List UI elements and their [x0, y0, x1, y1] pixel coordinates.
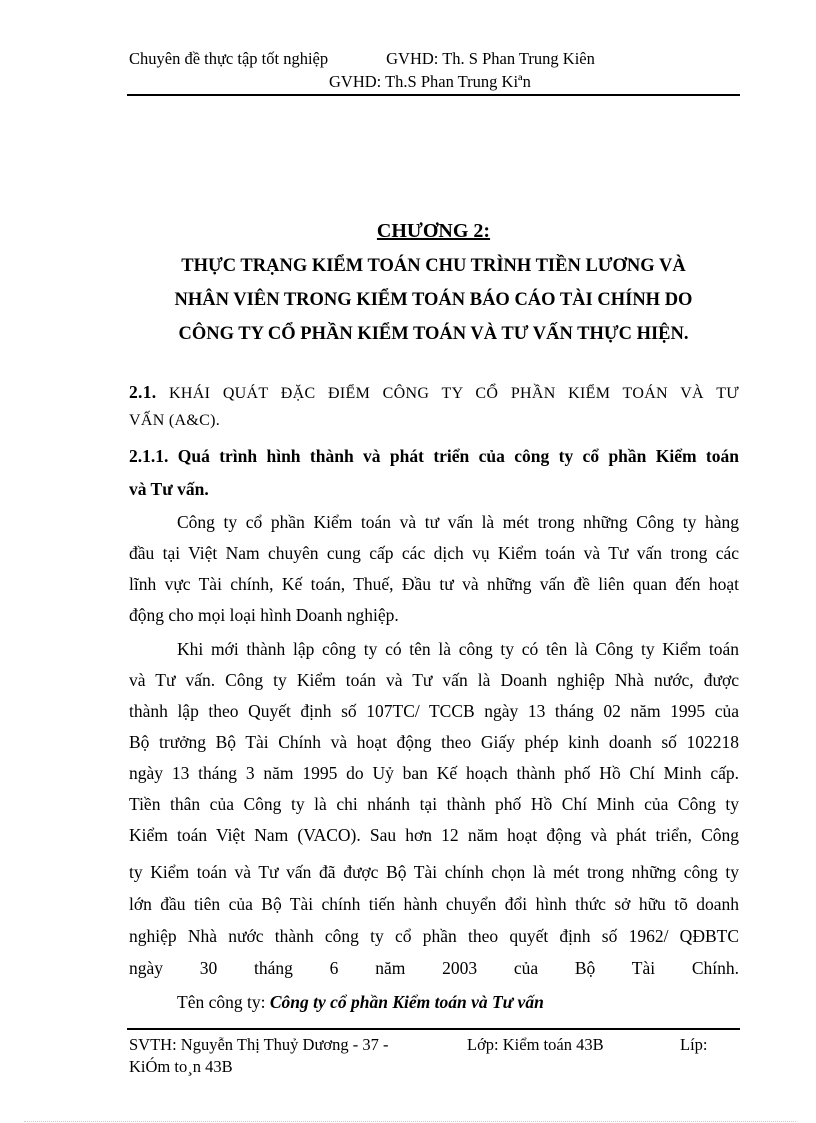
- paragraph-line: và Tư vấn. Công ty Kiểm toán và Tư vấn là Doanh nghiệp Nhà nước, được: [129, 670, 739, 690]
- paragraph-line: thành lập theo Quyết định số 107TC/ TCCB ngày 13 tháng 02 năm 1995 của: [129, 701, 739, 721]
- section-heading: [129, 382, 739, 403]
- section-number: 2.1.: [129, 382, 157, 402]
- paragraph-line: nghiệp Nhà nước thành công ty cổ phần theo quyết định số 1962/ QĐBTC: [129, 926, 739, 946]
- paragraph-line: ngày 13 tháng 3 năm 1995 do Uỷ ban Kế hoạch thành phố Hồ Chí Minh cấp.: [129, 763, 739, 783]
- header-supervisor-duplicate: GVHD: Th.S Phan Trung Kiªn: [329, 72, 531, 91]
- page-header: [129, 49, 595, 69]
- footer-divider: [127, 1028, 740, 1030]
- paragraph-line: ngày 30 tháng 6 năm 2003 của Bộ Tài Chính.: [129, 958, 739, 978]
- chapter-title-line: NHÂN VIÊN TRONG KIỂM TOÁN BÁO CÁO TÀI CHÍNH DO: [174, 290, 693, 310]
- section-title: KHÁI QUÁT ĐẶC ĐIỂM CÔNG TY CỔ PHẦN KIỂM TOÁN VÀ TƯ: [169, 385, 739, 402]
- subsection-heading-continued: và Tư vấn.: [129, 479, 209, 499]
- header-supervisor: GVHD: Th. S Phan Trung Kiên: [386, 49, 595, 68]
- paragraph-line: lĩnh vực Tài chính, Kế toán, Thuế, Đầu tư và những vấn đề liên quan đến hoạt: [129, 574, 739, 594]
- footer-class-value: KiÓm to¸n 43B: [129, 1057, 233, 1076]
- section-title-continued: VẤN (A&C).: [129, 412, 220, 429]
- chapter-title-line: THỰC TRẠNG KIỂM TOÁN CHU TRÌNH TIỀN LƯƠNG VÀ: [181, 256, 686, 276]
- company-name-line: [177, 992, 739, 1013]
- footer-class-label: Líp:: [680, 1035, 708, 1054]
- footer-class: Lớp: Kiểm toán 43B: [467, 1035, 604, 1054]
- header-title: Chuyên đề thực tập tốt nghiệp: [129, 49, 329, 68]
- company-name-value: Công ty cổ phần Kiểm toán và Tư vấn: [269, 992, 544, 1012]
- paragraph-line: Tiền thân của Công ty là chi nhánh tại thành phố Hồ Chí Minh của Công ty: [129, 794, 739, 814]
- paragraph-line: Kiểm toán Việt Nam (VACO). Sau hơn 12 năm hoạt động và phát triển, Công: [129, 825, 739, 845]
- footer-student: SVTH: Nguyễn Thị Thuỷ Dương - 37 -: [129, 1035, 389, 1054]
- paragraph-line: lớn đầu tiên của Bộ Tài chính tiến hành chuyển đổi hình thức sở hữu tõ doanh: [129, 894, 739, 914]
- chapter-title-line: CÔNG TY CỔ PHẦN KIỂM TOÁN VÀ TƯ VẤN THỰC HIỆN.: [178, 324, 689, 344]
- paragraph-line: Bộ trưởng Bộ Tài Chính và hoạt động theo Giấy phép kinh doanh số 102218: [129, 732, 739, 752]
- paragraph-line: động cho mọi loại hình Doanh nghiệp.: [129, 605, 399, 625]
- company-name-label: Tên công ty:: [177, 992, 266, 1012]
- subsection-heading: 2.1.1. Quá trình hình thành và phát triển của công ty cổ phần Kiểm toán: [129, 446, 739, 466]
- header-divider: [127, 94, 740, 96]
- paragraph-line: Công ty cổ phần Kiểm toán và tư vấn là mét trong những Công ty hàng: [177, 512, 739, 532]
- paragraph-line: Khi mới thành lập công ty có tên là công ty có tên là Công ty Kiểm toán: [177, 639, 739, 659]
- chapter-number: CHƯƠNG 2:: [376, 220, 491, 242]
- paragraph-line: đầu tại Việt Nam chuyên cung cấp các dịch vụ Kiểm toán và Tư vấn trong các: [129, 543, 739, 563]
- paragraph-line: ty Kiểm toán và Tư vấn đã được Bộ Tài chính chọn là mét trong những công ty: [129, 862, 739, 882]
- page-edge-divider: [24, 1121, 796, 1122]
